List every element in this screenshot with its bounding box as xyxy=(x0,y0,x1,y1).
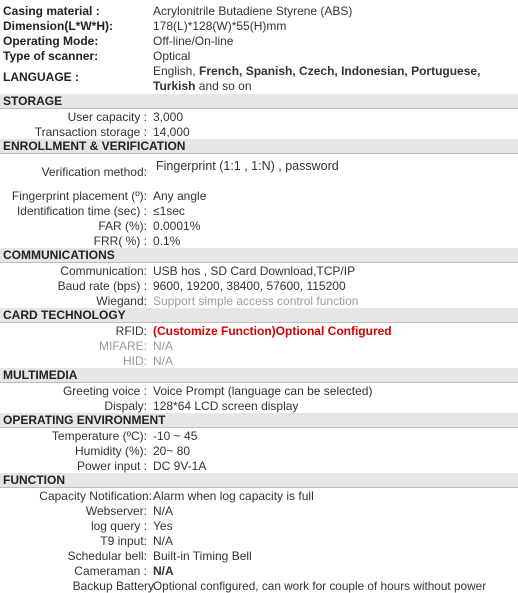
section-header-environment xyxy=(0,413,518,427)
divider xyxy=(0,487,518,488)
logquery-label: log query : xyxy=(90,519,147,533)
hid-value: N/A xyxy=(153,354,174,368)
casing-value: Acrylonitrile Butadiene Styrene (ABS) xyxy=(153,4,353,18)
language-english: English, xyxy=(153,64,200,78)
baud-label: Baud rate (bps) : xyxy=(57,279,147,293)
communication-value: USB hos , SD Card Download,TCP/IP xyxy=(153,264,356,278)
dimension-label: Dimension(L*W*H): xyxy=(3,19,113,33)
humidity-value: 20~ 80 xyxy=(153,444,191,458)
enrollment-title: ENROLLMENT & VERIFICATION xyxy=(3,139,186,153)
section-header-enrollment xyxy=(0,139,518,153)
display-label: Dispaly: xyxy=(104,399,147,413)
language-label: LANGUAGE : xyxy=(3,70,79,84)
temperature-label: Temperature (ºC): xyxy=(51,429,147,443)
language-bold-list: French, Spanish, Czech, Indonesian, Portuguese, xyxy=(199,64,481,78)
frr-value: 0.1% xyxy=(153,234,181,248)
bell-value: Built-in Timing Bell xyxy=(153,549,252,563)
divider xyxy=(0,427,518,428)
divider xyxy=(0,322,518,323)
section-header-card xyxy=(0,308,518,322)
language-turkish: Turkish xyxy=(153,79,196,93)
casing-label: Casing material : xyxy=(3,4,100,18)
webserver-value: N/A xyxy=(153,504,174,518)
humidity-label: Humidity (%): xyxy=(74,444,147,458)
webserver-label: Webserver: xyxy=(85,504,147,518)
greeting-label: Greeting voice : xyxy=(62,384,147,398)
scanner-label: Type of scanner: xyxy=(3,49,99,63)
baud-value: 9600, 19200, 38400, 57600, 115200 xyxy=(153,279,346,293)
transaction-value: 14,000 xyxy=(153,125,190,139)
far-value: 0.0001% xyxy=(153,219,201,233)
user-capacity-label: User capacity : xyxy=(67,110,147,124)
capacity-value: Alarm when log capacity is full xyxy=(153,489,314,503)
language-value-line2 xyxy=(153,79,252,93)
multimedia-title: MULTIMEDIA xyxy=(3,368,78,382)
greeting-value: Voice Prompt (language can be selected) xyxy=(153,384,373,398)
t9-label: T9 input: xyxy=(100,534,147,548)
user-capacity-value: 3,000 xyxy=(153,110,184,124)
wiegand-label: Wiegand: xyxy=(96,294,147,308)
bell-label: Schedular bell: xyxy=(67,549,147,563)
divider xyxy=(0,382,518,383)
placement-value: Any angle xyxy=(153,189,207,203)
communication-label: Communication: xyxy=(60,264,147,278)
temperature-value: -10 ~ 45 xyxy=(153,429,198,443)
t9-value: N/A xyxy=(153,534,174,548)
language-value-line1 xyxy=(153,64,480,78)
divider xyxy=(0,153,518,154)
placement-label: Fingerprint placement (º): xyxy=(11,189,147,203)
environment-title: OPERATING ENVIRONMENT xyxy=(3,413,166,427)
section-header-storage xyxy=(0,94,518,108)
frr-label: FRR( %) : xyxy=(93,234,147,248)
mode-value: Off-line/On-line xyxy=(153,34,234,48)
hid-label: HID: xyxy=(123,354,147,368)
identification-value: ≤1sec xyxy=(153,204,185,218)
capacity-label: Capacity Notification: xyxy=(39,489,152,503)
battery-label: Backup Battery xyxy=(72,579,154,593)
section-header-function xyxy=(0,473,518,487)
cameraman-label: Cameraman : xyxy=(74,564,147,578)
mifare-label: MIFARE: xyxy=(98,339,147,353)
rfid-value: (Customize Function)Optional Configured xyxy=(153,324,392,338)
language-tail: and so on xyxy=(195,79,252,93)
communications-title: COMMUNICATIONS xyxy=(3,248,115,262)
power-label: Power input : xyxy=(76,459,147,473)
divider xyxy=(0,108,518,109)
function-title: FUNCTION xyxy=(3,473,65,487)
display-value: 128*64 LCD screen display xyxy=(153,399,299,413)
rfid-label: RFID: xyxy=(115,324,147,338)
cameraman-value: N/A xyxy=(153,564,174,578)
mode-label: Operating Mode: xyxy=(3,34,99,48)
power-value: DC 9V-1A xyxy=(153,459,207,473)
verification-label: Verification method: xyxy=(41,165,147,179)
mifare-value: N/A xyxy=(153,339,174,353)
scanner-value: Optical xyxy=(153,49,191,63)
logquery-value: Yes xyxy=(153,519,173,533)
storage-title: STORAGE xyxy=(3,94,63,108)
divider xyxy=(0,262,518,263)
battery-value: Optional configured, can work for couple of hours without power xyxy=(153,579,487,593)
transaction-label: Transaction storage : xyxy=(34,125,147,139)
dimension-value: 178(L)*128(W)*55(H)mm xyxy=(153,19,287,33)
far-label: FAR (%): xyxy=(98,219,147,233)
section-header-communications xyxy=(0,248,518,262)
card-title: CARD TECHNOLOGY xyxy=(3,308,126,322)
verification-value: Fingerprint (1:1 , 1:N) , password xyxy=(156,159,339,173)
wiegand-value: Support simple access control function xyxy=(153,294,359,308)
identification-label: Identification time (sec) : xyxy=(16,204,147,218)
section-header-multimedia xyxy=(0,368,518,382)
